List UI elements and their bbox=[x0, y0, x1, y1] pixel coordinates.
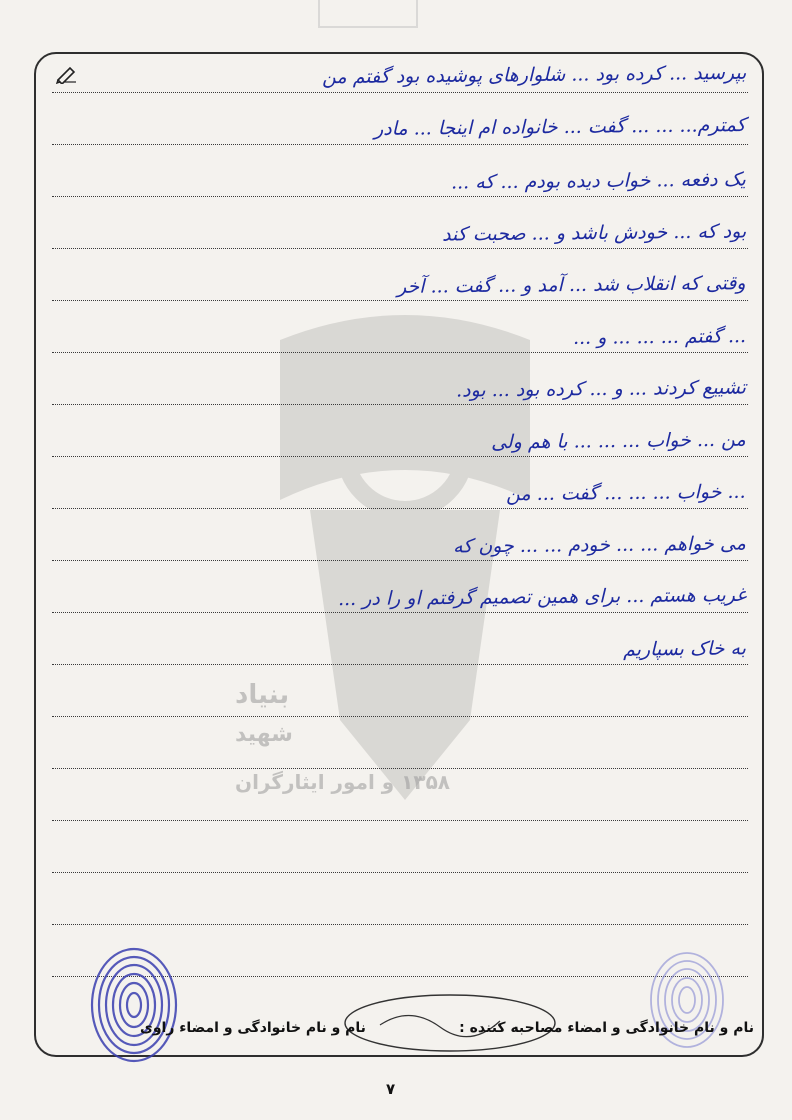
ruled-line bbox=[52, 820, 748, 821]
watermark-line-2: شهید bbox=[235, 722, 293, 747]
header-stamp-mark bbox=[318, 0, 418, 28]
watermark-line-3: ۱۳۵۸ و امور ایثارگران bbox=[235, 770, 450, 794]
handwritten-line: کمترم... ... ... گفت ... خانواده ام اینجا ... مادر bbox=[374, 114, 747, 140]
ruled-line bbox=[52, 612, 748, 613]
handwritten-line: تشییع کردند ... و ... کرده بود ... بود. bbox=[455, 376, 747, 402]
ruled-line bbox=[52, 768, 748, 769]
handwritten-line: من ... خواب ... ... ... با هم ولی bbox=[491, 428, 747, 454]
handwritten-line: ... خواب ... ... ... گفت ... من bbox=[506, 480, 747, 506]
interviewer-signature-label: نام و نام خانوادگی و امضاء مصاحبه کننده : bbox=[459, 1020, 754, 1036]
ruled-line bbox=[52, 144, 748, 145]
narrator-signature-label: نام و نام خانوادگی و امضاء راوی bbox=[140, 1020, 366, 1036]
handwritten-line: وقتی که انقلاب شد ... آمد و ... گفت ... آخر bbox=[397, 272, 747, 298]
ruled-line bbox=[52, 560, 748, 561]
ruled-line bbox=[52, 716, 748, 717]
handwritten-line: غریب هستم ... برای همین تصمیم گرفتم او را در ... bbox=[337, 583, 747, 611]
ruled-line bbox=[52, 352, 748, 353]
handwritten-line: به خاک بسپاریم bbox=[622, 637, 747, 661]
ruled-line bbox=[52, 456, 748, 457]
ruled-line bbox=[52, 664, 748, 665]
handwritten-line: می خواهم ... ... خودم ... ... چون که bbox=[453, 532, 747, 558]
handwritten-line: بپرسید ... کرده بود ... شلوارهای پوشیده بود گفتم من bbox=[321, 61, 747, 89]
ruled-line bbox=[52, 196, 748, 197]
page-number: ۷ bbox=[386, 1080, 396, 1098]
ruled-line bbox=[52, 248, 748, 249]
watermark-line-1: بنیاد bbox=[235, 680, 290, 710]
handwritten-line: ... گفتم ... ... ... و ... bbox=[572, 325, 747, 349]
handwritten-line: بود که ... خودش باشد و ... صحبت کند bbox=[441, 220, 747, 246]
ruled-line bbox=[52, 924, 748, 925]
ruled-line bbox=[52, 508, 748, 509]
ruled-line bbox=[52, 300, 748, 301]
handwritten-line: یک دفعه ... خواب دیده بودم ... که ... bbox=[451, 168, 747, 194]
pen-icon bbox=[56, 64, 78, 84]
ruled-line bbox=[52, 404, 748, 405]
ruled-line bbox=[52, 92, 748, 93]
ruled-line bbox=[52, 872, 748, 873]
fingerprint-left bbox=[88, 945, 180, 1065]
